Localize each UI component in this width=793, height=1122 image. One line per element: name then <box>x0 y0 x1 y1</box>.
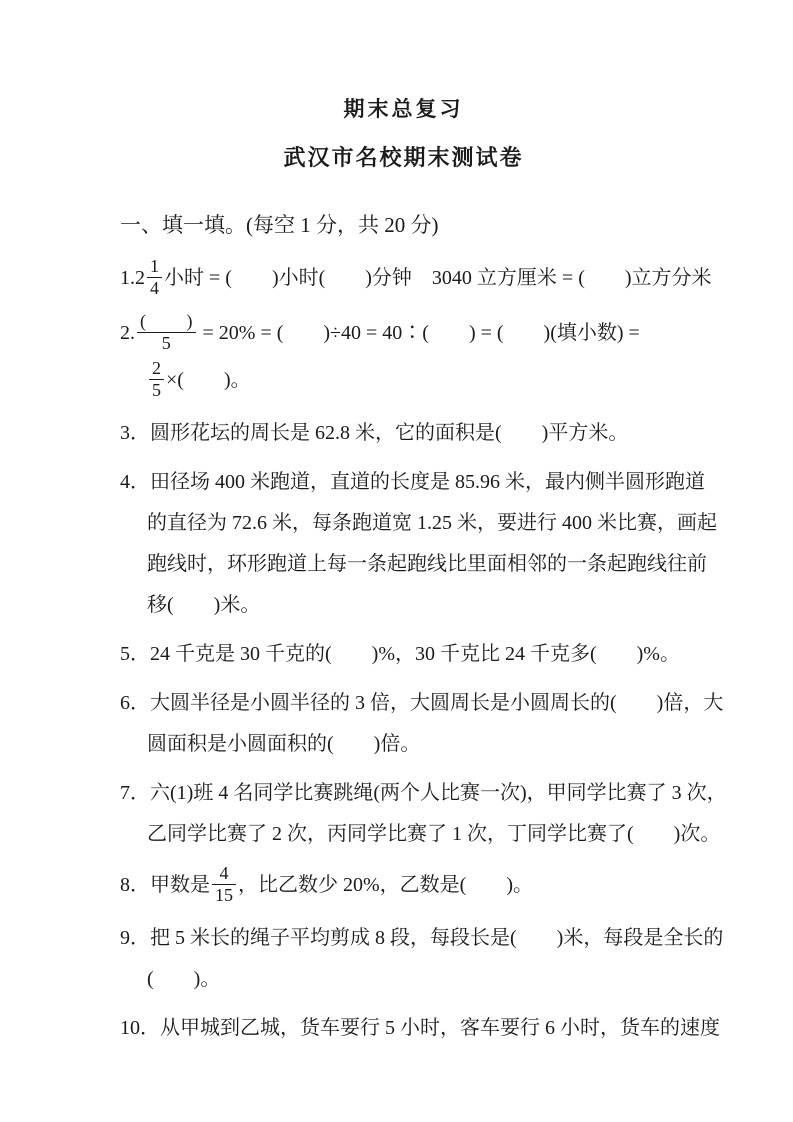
question-line <box>120 814 721 855</box>
question-9 <box>120 918 724 1000</box>
question-line <box>120 256 712 303</box>
question-4 <box>120 462 717 626</box>
question-text: 六(1)班 4 名同学比赛跳绳(两个人比赛一次)，甲同学比赛了 3 次， <box>150 782 727 804</box>
question-text: 圆面积是小圆面积的( )倍。 <box>147 733 421 755</box>
question-line <box>120 1008 720 1049</box>
question-5 <box>120 634 687 675</box>
question-text: 2 <box>135 267 145 290</box>
question-text: 把 5 米长的绳子平均剪成 8 段，每段长是( )米，每段是全长的 <box>150 927 724 949</box>
question-number: 6． <box>120 692 150 714</box>
question-text: 的直径为 72.6 米，每条跑道宽 1.25 米，要进行 400 米比赛，画起 <box>147 512 717 534</box>
fraction-numerator: 1 <box>147 256 162 278</box>
question-text: 田径场 400 米跑道，直道的长度是 85.96 米，最内侧半圆形跑道 <box>150 471 705 493</box>
question-3 <box>120 413 687 454</box>
fraction-numerator: 4 <box>212 863 236 885</box>
question-line <box>120 724 687 765</box>
fraction-numerator: ( ) <box>137 311 196 333</box>
question-line <box>120 683 724 724</box>
question-text: 圆形花坛的周长是 62.8 米，它的面积是( )平方米。 <box>150 422 629 444</box>
question-text: 小时 = ( )小时( )分钟 3040 立方厘米 = ( )立方分米 <box>164 267 712 290</box>
question-number: 4． <box>120 471 150 493</box>
fraction-numerator: 2 <box>149 358 164 380</box>
fraction-denominator: 5 <box>161 333 171 353</box>
question-line <box>120 585 687 626</box>
question-number: 2. <box>120 322 135 345</box>
fraction <box>147 256 162 299</box>
question-10 <box>120 1008 720 1049</box>
question-line <box>120 544 707 585</box>
question-text: ，比乙数少 20%，乙数是( )。 <box>238 874 533 897</box>
question-7 <box>120 773 727 855</box>
question-line <box>120 462 705 503</box>
question-number: 7． <box>120 782 150 804</box>
fraction-denominator: 4 <box>150 278 159 298</box>
question-text: 从甲城到乙城，货车要行 5 小时，客车要行 6 小时，货车的速度 <box>160 1017 720 1039</box>
question-text: ×( )。 <box>166 369 251 392</box>
page-title: 期末总复习 <box>343 98 464 121</box>
question-text: = 20% = ( )÷40 = 40∶( ) = ( )(填小数) = <box>197 322 640 345</box>
page-subtitle: 武汉市名校期末测试卷 <box>283 145 524 170</box>
question-number: 1. <box>120 267 135 290</box>
fraction <box>212 863 236 906</box>
question-2 <box>120 311 687 405</box>
question-line <box>120 413 687 454</box>
question-number: 10． <box>120 1017 160 1039</box>
question-line <box>120 863 687 910</box>
fraction <box>149 358 164 401</box>
question-text: 甲数是 <box>150 874 210 897</box>
question-number: 5． <box>120 643 150 665</box>
question-text: 24 千克是 30 千克的( )%，30 千克比 24 千克多( )%。 <box>150 643 680 665</box>
question-text: 移( )米。 <box>147 594 261 616</box>
question-8 <box>120 863 687 910</box>
question-line <box>120 634 687 675</box>
section-heading: 一、填一填。(每空 1 分，共 20 分) <box>120 213 439 237</box>
question-text: 乙同学比赛了 2 次，丙同学比赛了 1 次，丁同学比赛了( )次。 <box>147 823 721 845</box>
question-line <box>120 311 687 358</box>
question-1 <box>120 256 712 303</box>
question-number: 8． <box>120 874 150 897</box>
fraction-denominator: 5 <box>152 380 161 400</box>
question-number: 3． <box>120 422 150 444</box>
fraction <box>137 311 196 354</box>
question-text: ( )。 <box>147 968 221 990</box>
question-text: 大圆半径是小圆半径的 3 倍，大圆周长是小圆周长的( )倍，大 <box>150 692 724 714</box>
question-6 <box>120 683 724 765</box>
question-line <box>120 959 687 1000</box>
question-number: 9． <box>120 927 150 949</box>
question-line <box>120 918 724 959</box>
question-line <box>120 358 687 405</box>
question-text: 跑线时，环形跑道上每一条起跑线比里面相邻的一条起跑线往前 <box>147 553 707 575</box>
question-line <box>120 773 727 814</box>
fraction-denominator: 15 <box>215 885 233 905</box>
question-line <box>120 503 717 544</box>
